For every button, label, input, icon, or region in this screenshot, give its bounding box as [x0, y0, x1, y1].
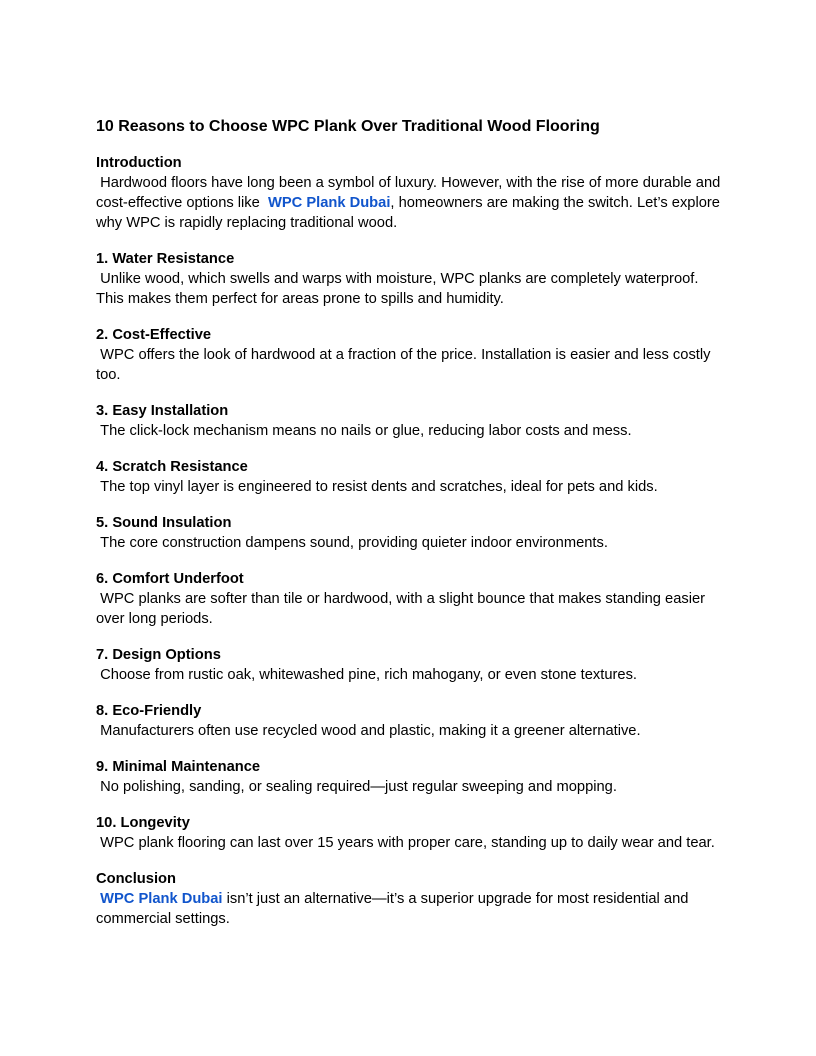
- section-scratch-resistance: [96, 457, 724, 497]
- section-heading: 7. Design Options: [96, 647, 221, 663]
- section-paragraph: WPC planks are softer than tile or hardwood, with a slight bounce that makes standing easier over long periods.: [96, 591, 710, 627]
- wpc-plank-dubai-link[interactable]: WPC Plank Dubai: [100, 891, 223, 907]
- section-heading: 9. Minimal Maintenance: [96, 759, 261, 775]
- section-heading: 1. Water Resistance: [96, 251, 235, 267]
- section-heading: 5. Sound Insulation: [96, 515, 232, 531]
- section-minimal-maintenance: [96, 757, 724, 797]
- section-heading: 6. Comfort Underfoot: [96, 571, 244, 587]
- section-easy-installation: [96, 401, 724, 441]
- section-cost-effective: [96, 325, 724, 385]
- intro-text-after-link: , homeowners are making the switch. Let’s explore why WPC is rapidly replacing traditional wood.: [96, 195, 725, 231]
- section-eco-friendly: [96, 701, 724, 741]
- section-paragraph: Unlike wood, which swells and warps with moisture, WPC planks are completely waterproof. This makes them perfect for areas prone to spills and humidity.: [96, 271, 703, 307]
- section-sound-insulation: [96, 513, 724, 553]
- conclusion-paragraph: [96, 889, 724, 929]
- intro-paragraph: [96, 173, 724, 233]
- section-paragraph: Manufacturers often use recycled wood and plastic, making it a greener alternative.: [96, 723, 641, 739]
- section-heading: 10. Longevity: [96, 815, 190, 831]
- page-title: 10 Reasons to Choose WPC Plank Over Traditional Wood Flooring: [96, 118, 600, 135]
- section-heading: 2. Cost-Effective: [96, 327, 212, 343]
- section-introduction: [96, 153, 724, 233]
- section-heading: Conclusion: [96, 871, 176, 887]
- section-paragraph: WPC plank flooring can last over 15 years with proper care, standing up to daily wear and tear.: [96, 835, 715, 851]
- section-heading: Introduction: [96, 155, 182, 171]
- section-water-resistance: [96, 249, 724, 309]
- section-paragraph: WPC offers the look of hardwood at a fraction of the price. Installation is easier and less costly too.: [96, 347, 715, 383]
- conclusion-text-after-link: isn’t just an alternative—it’s a superior upgrade for most residential and commercial settings.: [96, 891, 693, 927]
- section-conclusion: [96, 869, 724, 929]
- section-design-options: [96, 645, 724, 685]
- section-heading: 3. Easy Installation: [96, 403, 229, 419]
- section-paragraph: The click-lock mechanism means no nails or glue, reducing labor costs and mess.: [96, 423, 632, 439]
- section-heading: 4. Scratch Resistance: [96, 459, 248, 475]
- intro-text-before-link: Hardwood floors have long been a symbol of luxury. However, with the rise of more durable and cost-effective options like: [96, 175, 725, 211]
- section-heading: 8. Eco-Friendly: [96, 703, 202, 719]
- wpc-plank-dubai-link[interactable]: WPC Plank Dubai: [267, 195, 391, 211]
- section-comfort-underfoot: [96, 569, 724, 629]
- section-longevity: [96, 813, 724, 853]
- section-paragraph: Choose from rustic oak, whitewashed pine, rich mahogany, or even stone textures.: [96, 667, 638, 683]
- section-paragraph: The top vinyl layer is engineered to resist dents and scratches, ideal for pets and kids.: [96, 479, 658, 495]
- section-paragraph: No polishing, sanding, or sealing required—just regular sweeping and mopping.: [96, 779, 617, 795]
- section-paragraph: The core construction dampens sound, providing quieter indoor environments.: [96, 535, 608, 551]
